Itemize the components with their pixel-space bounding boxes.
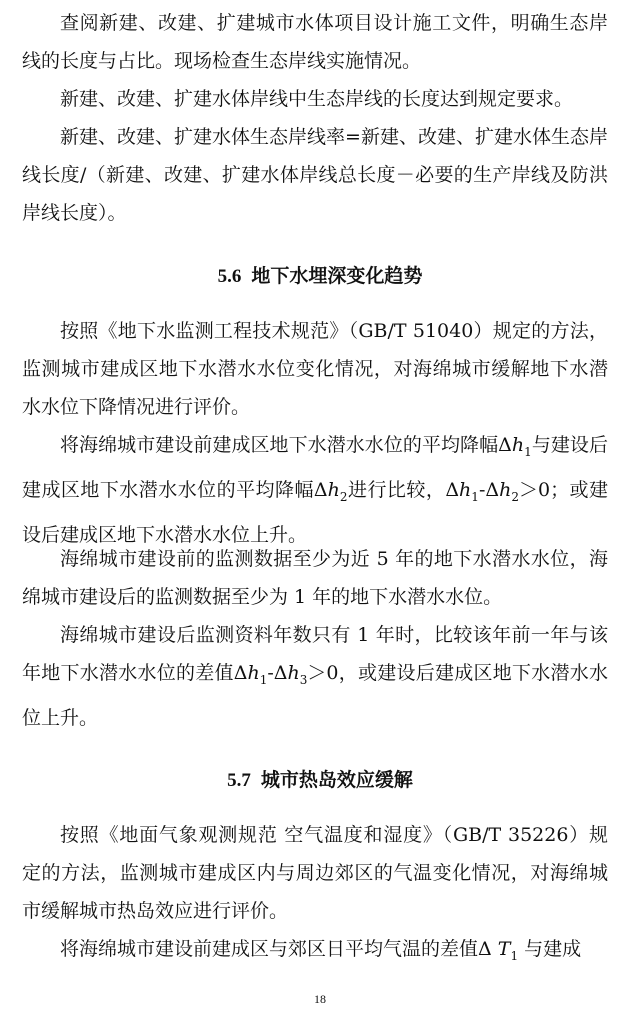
paragraph-ecological-shoreline-formula: 新建、改建、扩建水体生态岸线率=新建、改建、扩建水体生态岸线长度/（新建、改建、扩建水体岸线总长度－必要的生产岸线及防洪岸线长度）。 xyxy=(22,126,608,224)
paragraph-groundwater-method: 按照《地下水监测工程技术规范》（GB/T 51040）规定的方法，监测城市建成区地下水潜水水位变化情况，对海绵城市缓解地下水潜水水位下降情况进行评价。 xyxy=(22,320,608,418)
section-title: 地下水埋深变化趋势 xyxy=(251,265,423,287)
paragraph-ecological-shoreline-requirement: 新建、改建、扩建水体岸线中生态岸线的长度达到规定要求。 xyxy=(60,88,574,110)
paragraph-ecological-shoreline-check: 查阅新建、改建、扩建城市水体项目设计施工文件，明确生态岸线的长度与占比。现场检查生态岸线实施情况。 xyxy=(22,12,608,72)
section-number: 5.6 xyxy=(217,266,242,287)
section-heading-5-7 xyxy=(0,765,640,796)
paragraph-heat-island-method: 按照《地面气象观测规范 空气温度和湿度》（GB/T 35226）规定的方法，监测城市建成区内与周边郊区的气温变化情况，对海绵城市缓解城市热岛效应进行评价。 xyxy=(22,824,608,922)
page-number: 18 xyxy=(314,992,326,1006)
section-title: 城市热岛效应缓解 xyxy=(260,769,413,791)
paragraph-groundwater-data-period: 海绵城市建设前的监测数据至少为近 5 年的地下水潜水水位，海绵城市建设后的监测数据至少为 1 年的地下水潜水水位。 xyxy=(22,548,608,608)
paragraph-groundwater-comparison: 将海绵城市建设前建成区地下水潜水水位的平均降幅$\Delta h_1$与建设后建成区地下水潜水水位的平均降幅$\Delta h_2$进行比较，$\Delta h_1-\Delta h_2>0$；或建设后建成区地下水潜水水位上升。 xyxy=(22,434,608,546)
section-number: 5.7 xyxy=(227,770,251,791)
paragraph-heat-island-comparison: 将海绵城市建设前建成区与郊区日平均气温的差值Δ $T_1$ 与建成 xyxy=(60,938,582,963)
section-heading-5-6 xyxy=(0,261,640,292)
paragraph-groundwater-one-year: 海绵城市建设后监测资料年数只有 1 年时，比较该年前一年与该年地下水潜水水位的差值$\Delta h_1-\Delta h_3>0$，或建设后建成区地下水潜水水位上升。 xyxy=(22,624,608,729)
